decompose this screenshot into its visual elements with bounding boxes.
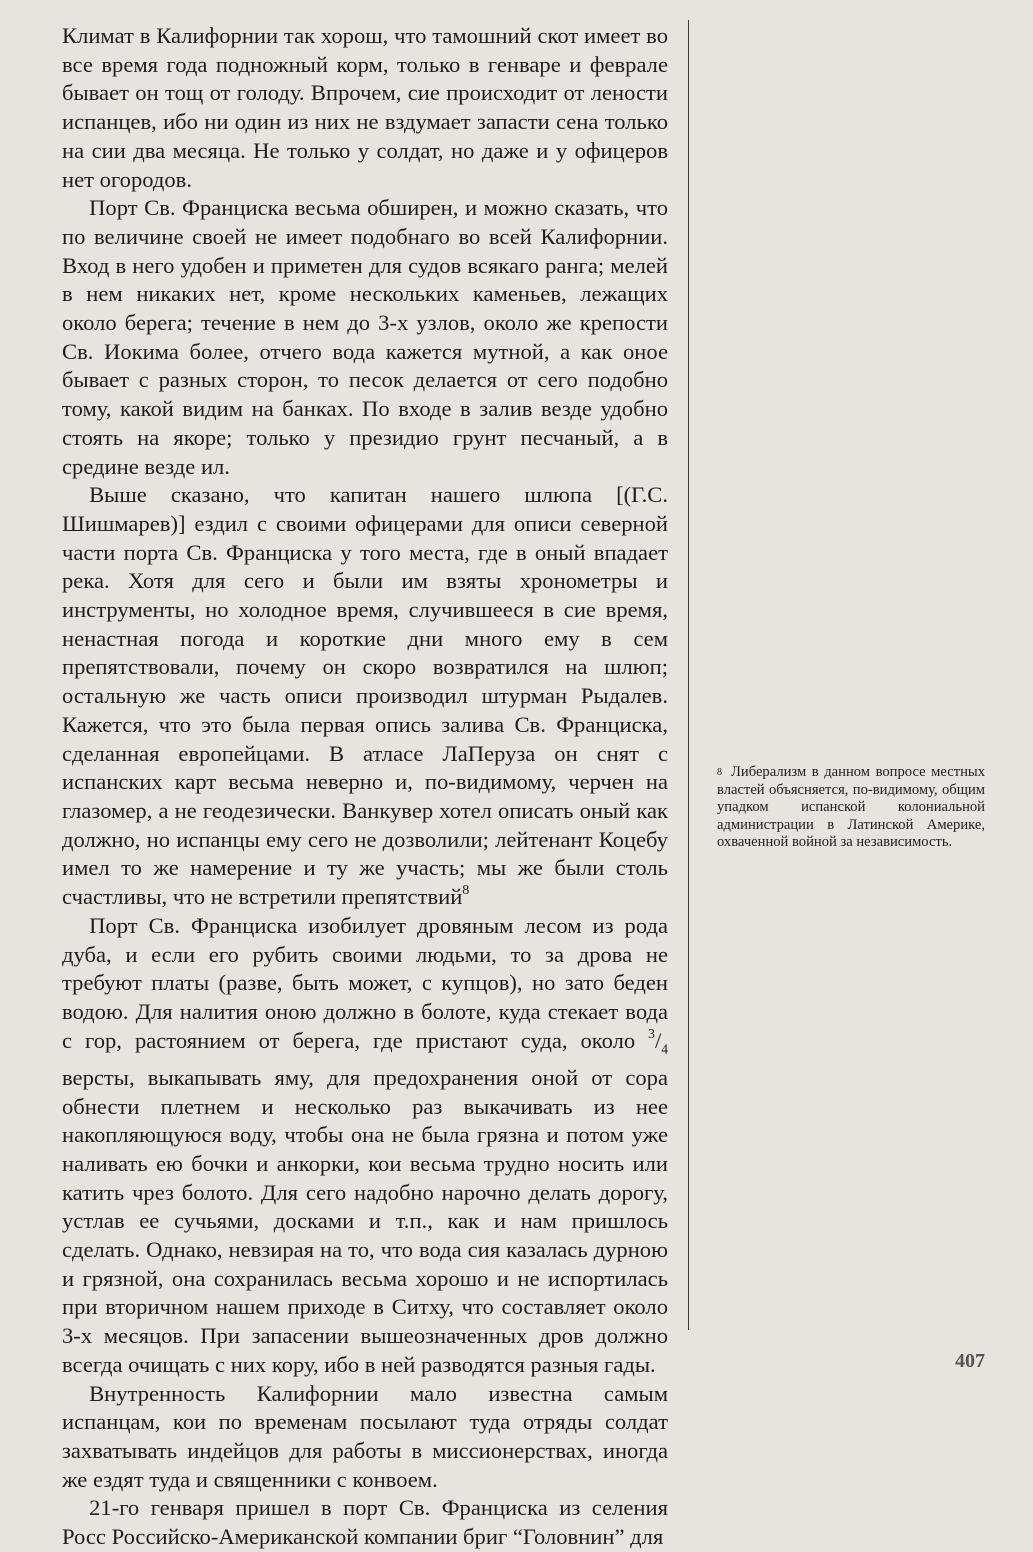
page-number: 407 — [955, 1350, 985, 1372]
paragraph-1: Климат в Калифорнии так хорош, что тамошний скот имеет во все время года подножный корм, только в генваре и феврале бывает он тощ от голоду. Впрочем, сие происходит от лености испанцев, ибо ни один из них не вздумает запасти сена только на сии два месяца. Не только у солдат, но даже и у офицеров нет огородов. — [62, 23, 668, 192]
footnote-reference[interactable]: 8 — [462, 883, 470, 899]
paragraph-6: 21-го генваря пришел в порт Св. Франциска из селения Росс Российско-Американской компании бриг “Головнин” для — [62, 1495, 668, 1550]
footnote-text: Либерализм в данном вопросе местных властей объясняется, по-видимому, общим упадком испанской колониальной администрации в Латинской Америке, охваченной войной за независимость. — [717, 764, 985, 851]
fraction-numerator: 3 — [648, 1025, 655, 1041]
footnote — [717, 764, 985, 852]
main-text-column — [62, 22, 668, 1552]
paragraph-3-text: Выше сказано, что капитан нашего шлюпа [(Г.С. Шишмарев)] ездил с своими офицерами для описи северной части порта Св. Франциска у того места, где в оный впадает река. Хотя для сего и были им взяты хронометры и инструменты, но холодное время, случившееся в сие время, ненастная погода и короткие дни много ему в сем препятствовали, почему он скоро возвратился на шлюп; остальную же часть описи производил штурман Рыдалев. Кажется, что это была первая опись залива Св. Франциска, сделанная европейцами. В атласе ЛаПеруза он снят с испанских карт весьма неверно и, по-видимому, черчен на глазомер, а не геодезически. Ванкувер хотел описать оный как должно, но испанцы ему сего не дозволили; лейтенант Коцебу имел то же намерение и ту же участь; мы же были столь счастливы, что не встретили препятствий — [62, 482, 668, 910]
paragraph-5: Внутренность Калифорнии мало известна самым испанцам, кои по временам посылают туда отряды солдат захватывать индейцов для работы в миссионерствах, иногда же ездят туда и священники с конвоем. — [62, 1380, 668, 1492]
paragraph-3 — [62, 481, 668, 912]
fraction: $^3/_4$ — [648, 1025, 668, 1057]
paragraph-2: Порт Св. Франциска весьма обширен, и можно сказать, что по величине своей не имеет подобнаго во всей Калифорнии. Вход в него удобен и приметен для судов всякаго ранга; мелей в нем никаких нет, кроме нескольких каменьев, лежащих около берега; течение в нем до 3-х узлов, около же крепости Св. Иокима более, отчего вода кажется мутной, а как оное бывает с разных сторон, то песок делается от сего подобно тому, какой видим на банках. По входе в залив везде удобно стоять на якоре; только у президио грунт песчаный, а в средине везде ил. — [62, 195, 668, 479]
footnote-number: 8 — [717, 767, 722, 778]
paragraph-4-text-after: версты, выкапывать яму, для предохранения оной от сора обнести плетнем и несколько раз выкачивать из нее накопляющуюся воду, чтобы она не была грязна и потом уже наливать ею бочки и анкорки, кои весьма трудно носить или катить чрез болото. Для сего надобно нарочно делать дорогу, устлав ее сучьями, досками и т.п., как и нам пришлось сделать. Однако, невзирая на то, что вода сия казалась дурною и грязной, она сохранилась весьма хорошо и не испортилась при вторичном нашем приходе в Ситху, что составляет около 3-х месяцов. При запасении вышеозначенных дров должно всегда очищать с них кору, ибо в ней разводятся разныя гады. — [62, 1064, 668, 1377]
paragraph-4 — [62, 912, 668, 1380]
column-divider — [688, 20, 689, 1330]
paragraph-4-text-before: Порт Св. Франциска изобилует дровяным лесом из рода дуба, и если его рубить своими людьми, то за дрова не требуют платы (разве, быть может, с купцов), но зато беден водою. Для налития оною должно в болоте, куда стекает вода с гор, растоянием от берега, где пристают суда, около — [62, 912, 668, 1053]
fraction-denominator: 4 — [661, 1041, 668, 1057]
